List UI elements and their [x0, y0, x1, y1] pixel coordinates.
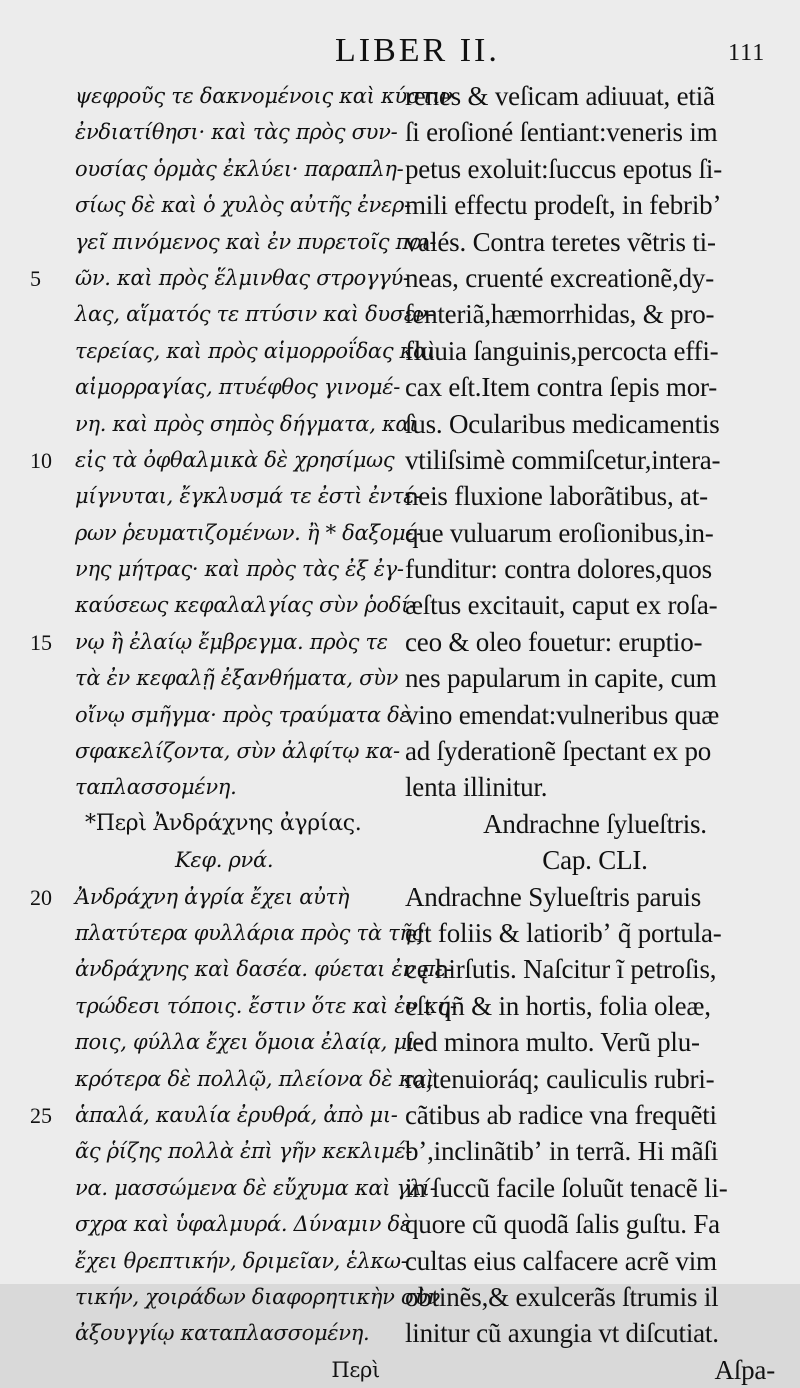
greek-line: ποις, φύλλα ἔχει ὅμοια ἐλαίᾳ, μι- [75, 1030, 422, 1055]
greek-line: ᾶς ῥίζης πολλὰ ἐπὶ γῆν κεκλιμέ- [75, 1139, 413, 1164]
latin-line: neas, cruenté excreationẽ,dy- [405, 262, 715, 293]
latin-line: ad ſyderationẽ ſpectant ex po [405, 736, 712, 767]
latin-line: ceo & oleo fouetur: eruptio- [405, 626, 703, 657]
latin-line: fluuia ſanguinis,percocta effi- [405, 335, 719, 366]
latin-line: valés. Contra teretes vẽtris ti- [405, 226, 716, 257]
latin-line: cãtibus ab radice vna frequẽti [405, 1099, 717, 1130]
greek-line: αἱμορραγίας, πτυέφθος γινομέ- [75, 375, 401, 400]
greek-line: τερείας, καὶ πρὸς αἱμορροΐδας καὶ [75, 338, 435, 363]
greek-text-column [75, 78, 457, 1388]
greek-line: ἀνδράχνης καὶ δασέα. φύεται ἐν πε- [75, 957, 453, 982]
greek-line: σχρα καὶ ὑφαλμυρά. Δύναμιν δὲ [75, 1212, 411, 1237]
line-number-20: 20 [30, 884, 52, 910]
greek-line: νης μήτρας· καὶ πρὸς τὰς ἐξ ἐγ- [75, 557, 404, 582]
latin-line: æſtus excitauit, caput ex roſa- [405, 590, 718, 621]
latin-line: ra,tenuioráq; cauliculis rubri- [405, 1063, 715, 1094]
latin-line: cę hirſutis. Naſcitur ĩ petroſis, [405, 954, 717, 985]
latin-line: mili effectu prodeſt, in febribʼ [405, 190, 722, 221]
greek-line: ἐνδιατίθησι· καὶ τὰς πρὸς συν- [75, 120, 398, 145]
latin-line: cultas eius calfacere acrẽ vim [405, 1245, 717, 1276]
greek-chapter-heading: *Περὶ Ἀνδράχνης ἀγρίας. [85, 810, 362, 836]
latin-line: renes & veſicam adiuuat, etiã [405, 81, 715, 111]
latin-line: in ſuccũ facile ſoluũt tenacẽ li- [405, 1172, 728, 1203]
latin-text-column [405, 78, 785, 1388]
greek-line: ρων ῥευματιζομένων. ἢ * δαξομέ- [75, 520, 424, 545]
latin-line: linitur cũ axungia vt diſcutiat. [405, 1318, 719, 1349]
line-number-10: 10 [30, 448, 52, 473]
latin-line: que vuluarum eroſionibus,in- [405, 517, 714, 548]
greek-line: τικήν, χοιράδων διαφορητικὴν σὺν [75, 1284, 440, 1309]
greek-line: οἴνῳ σμῆγμα· πρὸς τραύματα δὲ [75, 702, 411, 727]
line-number-15: 15 [30, 630, 52, 655]
greek-line: Ἀνδράχνη ἀγρία ἔχει αὐτὴ [75, 884, 350, 909]
greek-line: λας, αἵματός τε πτύσιν καὶ δυσεν- [75, 302, 435, 327]
greek-line: ἔχει θρεπτικήν, δριμεῖαν, ἑλκω- [75, 1248, 408, 1273]
greek-line: ουσίας ὁρμὰς ἐκλύει· παραπλη- [75, 156, 404, 181]
latin-line: nes papularum in capite, cum [405, 663, 717, 694]
latin-line: lenta illinitur. [405, 772, 548, 803]
latin-line: ſi eroſioné ſentiant:veneris im [405, 117, 718, 148]
greek-line: να. μασσώμενα δὲ εὔχυμα καὶ γλί- [75, 1175, 437, 1200]
greek-line: ψεφροῦς τε δακνομένοις καὶ κύστιν [75, 84, 453, 108]
greek-line: ἁπαλά, καυλία ἐρυθρά, ἀπὸ μι- [75, 1102, 398, 1127]
page-title: LIBER II. [335, 32, 500, 69]
greek-line: νῳ ἢ ἐλαίῳ ἔμβρεγμα. πρὸς τε [75, 629, 388, 654]
page-number: 111 [728, 40, 766, 66]
latin-chapter-heading: Andrachne ſylueſtris. [483, 808, 707, 839]
line-number-25: 25 [30, 1103, 52, 1129]
greek-catchword: Περὶ [331, 1357, 380, 1382]
greek-line: πλατύτερα φυλλάρια πρὸς τὰ τῆς [75, 920, 424, 945]
latin-line: obtinẽs,& exulcerãs ſtrumis il [405, 1281, 719, 1312]
greek-line: τὰ ἐν κεφαλῇ ἐξανθήματα, σὺν [75, 666, 399, 691]
greek-line: σφακελίζοντα, σὺν ἀλφίτῳ κα- [75, 739, 400, 764]
latin-line: Andrachne Sylueſtris paruis [405, 881, 702, 912]
latin-line: petus exoluit:ſuccus epotus ſi- [405, 153, 722, 184]
greek-line: καύσεως κεφαλαλγίας σὺν ῥοδί- [75, 593, 416, 618]
greek-line: σίως δὲ καὶ ὁ χυλὸς αὐτῆς ἐνερ- [75, 193, 411, 218]
greek-line: τρώδεσι τόποις. ἔστιν ὅτε καὶ ἐν κή- [75, 993, 457, 1018]
latin-line: ſenteriã,hæmorrhidas, & pro- [405, 299, 715, 330]
greek-line: ταπλασσομένη. [75, 775, 237, 800]
greek-line: νη. καὶ πρὸς σηπὸς δήγματα, καὶ [75, 411, 418, 436]
latin-line: eſt foliis & latioribʼ q̃ portula- [405, 917, 722, 948]
running-head [0, 26, 800, 76]
latin-line: funditur: contra dolores,quos [405, 554, 712, 585]
greek-line: ἀξουγγίῳ καταπλασσομένη. [75, 1321, 370, 1346]
latin-catchword: Aſpa- [714, 1354, 775, 1385]
latin-line: vtiliſsimè commiſcetur,intera- [405, 444, 721, 475]
greek-line: μίγνυται, ἔγκλυσμά τε ἐστὶ ἐντέ- [75, 484, 421, 509]
greek-line: εἰς τὰ ὀφθαλμικὰ δὲ χρησίμως [75, 447, 395, 472]
latin-line: ſus. Ocularibus medicamentis [405, 408, 720, 439]
latin-line: vino emendat:vulneribus quæ [405, 699, 720, 730]
greek-line: ῶν. καὶ πρὸς ἕλμινθας στρογγύ- [75, 265, 410, 290]
line-number-5: 5 [30, 266, 41, 291]
latin-chapter-number: Cap. CLI. [542, 845, 648, 876]
latin-line: neis fluxione laborãtibus, at- [405, 481, 708, 512]
latin-line: eſt qñ & in hortis, folia oleæ, [405, 990, 711, 1021]
greek-line: γεῖ πινόμενος καὶ ἐν πυρετοῖς ποι- [75, 229, 437, 254]
greek-chapter-number: Κεφ. ρνά. [175, 848, 274, 873]
latin-line: quore cũ quodã ſalis guſtu. Fa [405, 1209, 720, 1240]
greek-line: κρότερα δὲ πολλῷ, πλείονα δὲ καὶ [75, 1066, 435, 1091]
latin-line: bʼ,inclinãtibʼ in terrã. Hi mãſi [405, 1136, 718, 1167]
latin-line: ſed minora multo. Verũ plu- [405, 1027, 700, 1058]
latin-line: cax eſt.Item contra ſepis mor- [405, 372, 718, 403]
